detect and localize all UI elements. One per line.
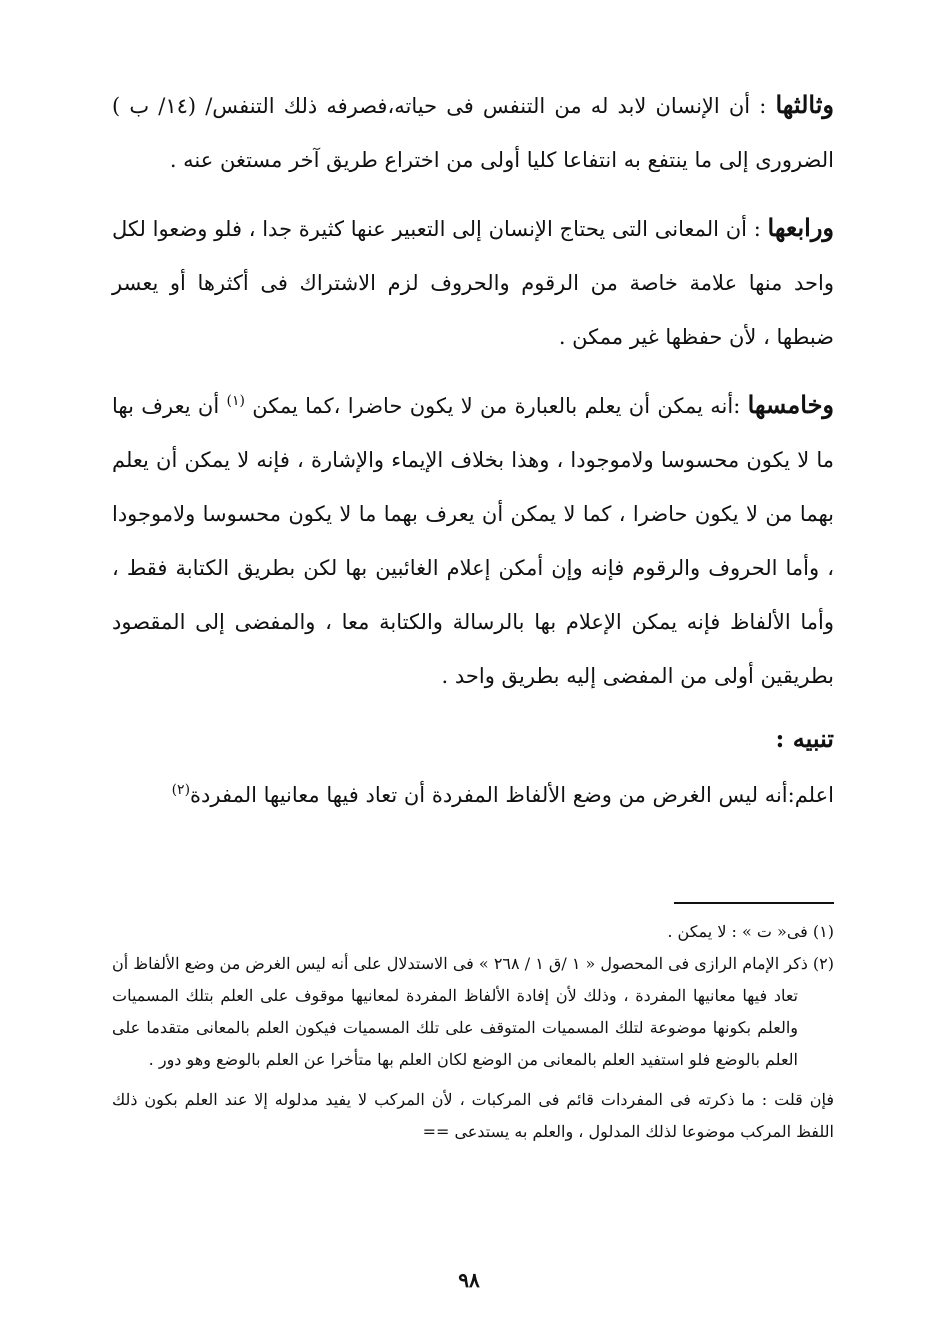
lead-word: ورابعها [767,213,834,242]
paragraph-text: :أنه يمكن أن يعلم بالعبارة من لا يكون حاضرا ،كما يمكن [244,394,748,418]
lead-word: وخامسها [747,390,834,419]
tanbih-text: اعلم:أنه ليس الغرض من وضع الألفاظ المفردة أن تعاد فيها معانيها المفردة [190,783,834,807]
footnote-1: (١) فى« ت » : لا يمكن . [667,922,834,941]
page-number: ٩٨ [458,1268,480,1292]
paragraph-text: أن يعرف بها ما لا يكون محسوسا ولاموجودا ، وهذا بخلاف الإيماء والإشارة ، فإنه لا يمكن أن يعلم بهما من لا يكون حاضرا ، كما لا يمكن أن يعرف بهما ما لا يكون محسوسا ولاموجودا ، وأما الحروف والرقوم فإنه وإن أمكن إعلام الغائبين بها لكن بطريق الكتابة فقط ، وأما الألفاظ فإنه يمكن الإعلام بها بالرسالة والكتابة معا ، والمفضى إلى المقصود بطريقين أولى من المفضى إليه بطريق واحد . [112,394,834,688]
footnote-ref: (٢) [171,782,191,798]
paragraph-text: : أن الإنسان لابد له من التنفس فى حياته،فصرفه ذلك التنفس/ (١٤/ ب ) الضرورى إلى ما ينتفع به انتفاعا كليا أولى من اختراع طريق آخر مستغن عنه . [112,94,834,172]
footnote-continuation: فإن قلت : ما ذكرته فى المفردات قائم فى المركبات ، لأن المركب لا يفيد مدلوله إلا عند العلم بكون ذلك اللفظ المركب موضوعا لذلك المدلول ، والعلم به يستدعى == [112,1090,834,1141]
paragraph-fifth [112,378,834,703]
tanbih-paragraph [112,768,834,822]
section-heading: تنبيه : [775,724,834,753]
footnote-2: (٢) ذكر الإمام الرازى فى المحصول « ١ /ق ١ / ٢٦٨ » فى الاستدلال على أنه ليس الغرض من وضع الألفاظ أن تعاد فيها معانيها المفردة ، وذلك لأن إفادة الألفاظ المفردة لمعانيها موقوف على العلم بتلك المسميات والعلم بكونها موضوعة لتلك المسميات المتوقف على تلك المسميات فيكون العلم بالمعانى متقدما على العلم بالوضع فلو استفيد العلم بالمعانى من الوضع لكان العلم بها متأخرا عن العلم بالوضع وهو دور . [112,954,835,1069]
lead-word: وثالثها [775,90,834,119]
footnote-ref: (١) [226,393,245,409]
footnotes [112,916,834,1148]
main-text [112,78,834,717]
paragraph-fourth [112,201,834,364]
paragraph-text: : أن المعانى التى يحتاج الإنسان إلى التعبير عنها كثيرة جدا ، فلو وضعوا لكل واحد منها علامة خاصة من الرقوم والحروف لزم الاشتراك فى أكثرها أو يعسر ضبطها ، لأن حفظها غير ممكن . [112,217,834,349]
footnote-divider [674,902,834,904]
paragraph-third [112,78,834,187]
